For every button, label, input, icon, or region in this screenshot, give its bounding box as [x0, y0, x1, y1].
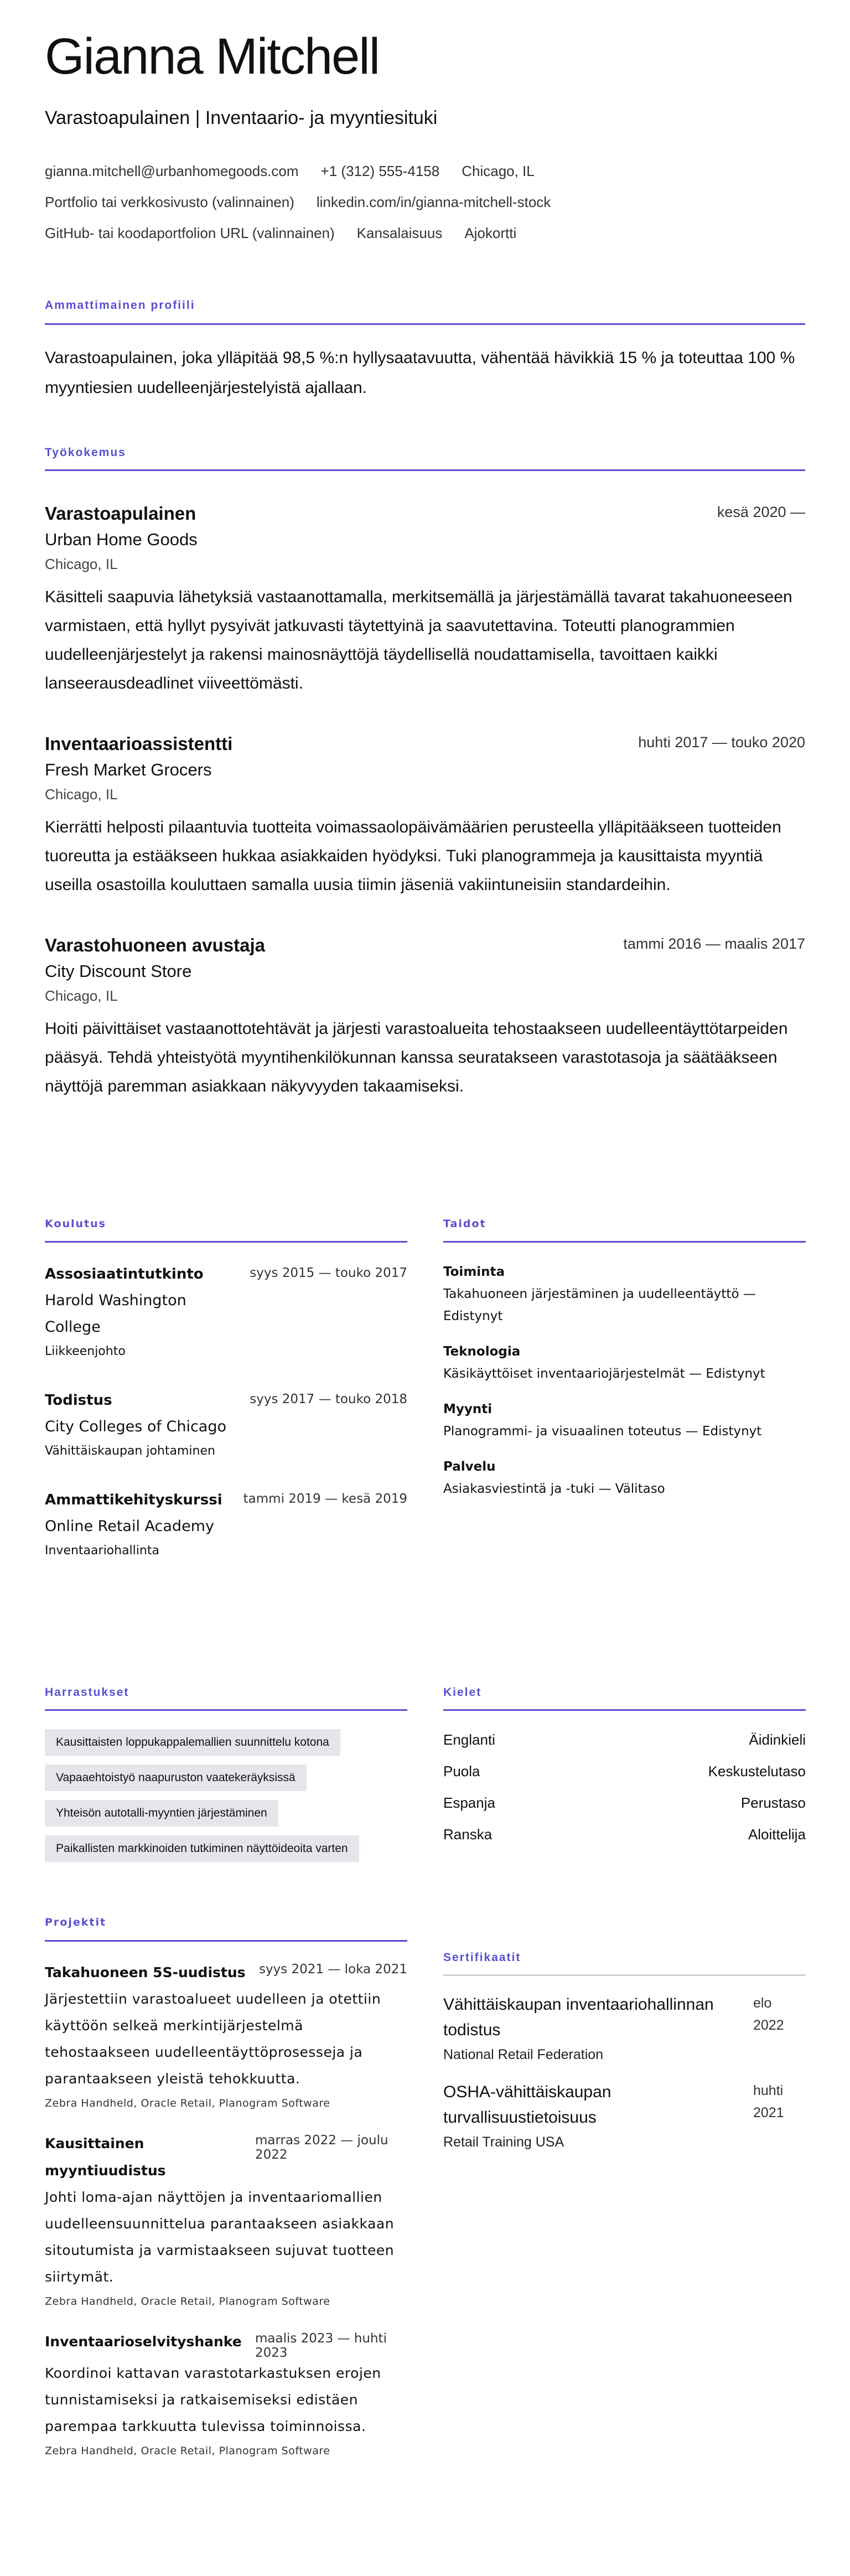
hobby-chip: Vapaaehtoistyö naapuruston vaatekeräyksissä [45, 1765, 307, 1791]
education-date: tammi 2019 — kesä 2019 [243, 1492, 407, 1506]
skill-category: Toiminta [443, 1265, 505, 1279]
hobby-chip: Kausittaisten loppukappalemallien suunnittelu kotona [45, 1729, 340, 1756]
project-date: maalis 2023 — huhti 2023 [255, 2331, 387, 2360]
language-row [443, 1787, 806, 1819]
contact-row [45, 156, 573, 187]
hobbies-list [45, 1729, 407, 1862]
certification-title: OSHA-vähittäiskaupan turvallisuustietoisuus [443, 2083, 611, 2127]
job-date: tammi 2016 — maalis 2017 [623, 935, 805, 952]
contact-row [45, 218, 573, 249]
project-date: marras 2022 — joulu 2022 [255, 2133, 388, 2162]
drivers-license: Ajokortti [464, 225, 517, 241]
language-name: Ranska [443, 1826, 493, 1843]
profile-summary: Varastoapulainen, joka ylläpitää 98,5 %:n hyllysaatavuutta, vähentää hävikkiä 15 % ja toteuttaa 100 % myyntiesien uudelleenjärjestelyistä ajallaan. [45, 349, 795, 397]
section-heading: Koulutus [45, 1216, 407, 1243]
job-company: City Discount Store [45, 961, 192, 981]
citizenship: Kansalaisuus [356, 225, 443, 241]
job-entry [45, 933, 805, 1101]
skills-section [443, 1216, 806, 1513]
language-level: Perustaso [740, 1794, 806, 1811]
job-list [45, 501, 805, 1101]
section-heading: Harrastukset [45, 1685, 407, 1711]
location: Chicago, IL [462, 163, 535, 179]
project-header [45, 1959, 407, 1986]
hobby-chip: Yhteisön autotalli-myyntien järjestäminen [45, 1800, 278, 1827]
job-location: Chicago, IL [45, 786, 118, 803]
education-date: syys 2017 — touko 2018 [250, 1392, 407, 1406]
section-heading: Projektit [45, 1915, 407, 1942]
candidate-subtitle: Varastoapulainen | Inventaario- ja myyntiesituki [45, 107, 438, 128]
language-row [443, 1724, 806, 1756]
projects-section [45, 1915, 407, 2477]
job-title: Varastoapulainen [45, 503, 196, 524]
project-description: Järjestettiin varastoalueet uudelleen ja otettiin käyttöön selkeä merkintijärjestelmä tehostaakseen uudelleentäyttöprosesseja ja parantaakseen yleistä tehokkuutta. [45, 1991, 381, 2087]
language-row [443, 1756, 806, 1787]
job-title: Varastohuoneen avustaja [45, 935, 265, 955]
education-header [45, 1487, 407, 1513]
language-name: Englanti [443, 1731, 495, 1748]
project-title: Inventaarioselvityshanke [45, 2334, 242, 2350]
job-header [45, 933, 805, 958]
job-header [45, 501, 805, 526]
job-company: Urban Home Goods [45, 530, 198, 549]
project-entry [45, 2328, 407, 2462]
section-heading: Kielet [443, 1685, 806, 1711]
education-date: syys 2015 — touko 2017 [250, 1266, 407, 1280]
job-entry [45, 731, 805, 899]
institution: Harold Washington College [45, 1292, 186, 1336]
education-entry [45, 1387, 407, 1462]
skill-category: Teknologia [443, 1344, 521, 1359]
portfolio-link[interactable]: Portfolio tai verkkosivusto (valinnainen) [45, 194, 294, 210]
certification-info [443, 2080, 745, 2154]
skill-group [443, 1398, 806, 1442]
skill-category: Myynti [443, 1402, 493, 1416]
education-list [45, 1261, 407, 1562]
project-header [45, 2328, 407, 2360]
certification-entry [443, 2080, 806, 2154]
certification-issuer: Retail Training USA [443, 2134, 564, 2150]
project-description: Koordinoi kattavan varastotarkastuksen erojen tunnistamiseksi ja ratkaisemiseksi edistäen parempaa tarkkuutta tulevissa toiminnoissa. [45, 2365, 381, 2434]
languages-section [443, 1685, 806, 1850]
skill-description: Käsikäyttöiset inventaariojärjestelmät — Edistynyt [443, 1367, 765, 1381]
certification-issuer: National Retail Federation [443, 2047, 604, 2062]
languages-list [443, 1724, 806, 1850]
section-heading: Ammattimainen profiili [45, 298, 805, 325]
project-tech: Zebra Handheld, Oracle Retail, Planogram Software [45, 2097, 330, 2109]
github-link[interactable]: GitHub- tai koodaportfolion URL (valinnainen) [45, 225, 335, 241]
language-level: Aloittelija [748, 1826, 806, 1843]
certification-entry [443, 1992, 806, 2066]
education-header [45, 1387, 407, 1414]
language-level: Äidinkieli [749, 1731, 806, 1748]
job-description: Käsitteli saapuvia lähetyksiä vastaanottamalla, merkitsemällä ja järjestämällä tavarat takahuoneeseen varmistaen, että hyllyt pysyivät jatkuvasti täytettyinä ja saavutettavina. Toteutti planogrammien uudelleenjärjestelyt ja rakensi mainosnäyttöjä täydellisellä noudattamisella, tavoittaen kaikki lanseerausdeadlinet viiveettömästi. [45, 588, 792, 692]
hobbies-section [45, 1685, 407, 1862]
profile-section [45, 298, 805, 403]
field-of-study: Inventaariohallinta [45, 1544, 159, 1558]
phone[interactable]: +1 (312) 555-4158 [320, 163, 440, 179]
institution: Online Retail Academy [45, 1518, 214, 1535]
certification-date: huhti 2021 [753, 2083, 784, 2120]
certification-date: elo 2022 [753, 1995, 784, 2033]
skill-group [443, 1341, 806, 1385]
project-date: syys 2021 — loka 2021 [259, 1962, 407, 1977]
project-tech: Zebra Handheld, Oracle Retail, Planogram Software [45, 2295, 330, 2308]
job-description: Hoiti päivittäiset vastaanottotehtävät ja järjesti varastoalueita tehostaakseen uudelleentäyttötarpeiden pääsyä. Tehdä yhteistyötä myyntihenkilökunnan kanssa seuratakseen varastotasoja ja säätääkseen näyttöjä paremman asiakkaan näkyvyyden takaamiseksi. [45, 1020, 788, 1095]
education-section [45, 1216, 407, 1586]
project-title: Takahuoneen 5S-uudistus [45, 1964, 246, 1980]
project-title: Kausittainen myyntiuudistus [45, 2135, 166, 2179]
candidate-name: Gianna Mitchell [45, 28, 380, 85]
job-location: Chicago, IL [45, 987, 118, 1004]
contact-info [45, 156, 573, 249]
job-date: huhti 2017 — touko 2020 [638, 734, 805, 751]
email[interactable]: gianna.mitchell@urbanhomegoods.com [45, 163, 299, 179]
project-entry [45, 2130, 407, 2313]
contact-row [45, 187, 573, 218]
language-row [443, 1819, 806, 1850]
language-level: Keskustelutaso [708, 1763, 806, 1780]
institution: City Colleges of Chicago [45, 1418, 227, 1435]
education-entry [45, 1487, 407, 1562]
degree: Ammattikehityskurssi [45, 1492, 222, 1508]
language-name: Espanja [443, 1794, 495, 1811]
project-tech: Zebra Handheld, Oracle Retail, Planogram Software [45, 2445, 330, 2457]
language-name: Puola [443, 1763, 480, 1780]
section-heading: Työkokemus [45, 445, 805, 471]
linkedin-link[interactable]: linkedin.com/in/gianna-mitchell-stock [316, 194, 551, 210]
skill-group [443, 1261, 806, 1327]
project-header [45, 2130, 407, 2184]
certifications-list [443, 1992, 806, 2154]
skill-description: Asiakasviestintä ja -tuki — Välitaso [443, 1482, 665, 1496]
section-heading: Taidot [443, 1216, 806, 1243]
education-entry [45, 1261, 407, 1363]
skill-description: Planogrammi- ja visuaalinen toteutus — Edistynyt [443, 1424, 762, 1439]
job-date: kesä 2020 — [717, 504, 805, 520]
job-header [45, 731, 805, 757]
field-of-study: Vähittäiskaupan johtaminen [45, 1444, 215, 1458]
experience-section [45, 445, 805, 1134]
project-entry [45, 1959, 407, 2114]
projects-list [45, 1959, 407, 2462]
degree: Todistus [45, 1392, 112, 1409]
job-location: Chicago, IL [45, 556, 118, 572]
skills-list [443, 1261, 806, 1500]
job-company: Fresh Market Grocers [45, 760, 212, 779]
certification-info [443, 1992, 745, 2066]
section-heading: Sertifikaatit [443, 1950, 806, 1976]
education-header [45, 1261, 407, 1287]
job-description: Kierrätti helposti pilaantuvia tuotteita voimassaolopäivämäärien perusteella ylläpitääkseen tuotteiden tuoreutta ja estääkseen hukkaa asiakkaiden hyödyksi. Tuki planogrammeja ja kausittaista myyntiä useilla osastoilla kouluttaen samalla uusia tiimin jäseniä vakiintuneisiin standardeihin. [45, 818, 781, 894]
job-entry [45, 501, 805, 698]
certification-title: Vähittäiskaupan inventaariohallinnan todistus [443, 1995, 714, 2039]
job-title: Inventaarioassistentti [45, 733, 233, 754]
hobby-chip: Paikallisten markkinoiden tutkiminen näyttöideoita varten [45, 1835, 359, 1862]
skill-group [443, 1456, 806, 1500]
degree: Assosiaatintutkinto [45, 1266, 204, 1282]
certifications-section [443, 1950, 806, 2167]
skill-description: Takahuoneen järjestäminen ja uudelleentäyttö — Edistynyt [443, 1287, 756, 1323]
skill-category: Palvelu [443, 1460, 496, 1474]
project-description: Johti loma-ajan näyttöjen ja inventaariomallien uudelleensuunnittelua parantaakseen asiakkaan sitoutumista ja varmistaakseen sujuvat tuotteen siirtymät. [45, 2189, 395, 2285]
field-of-study: Liikkeenjohto [45, 1344, 126, 1358]
